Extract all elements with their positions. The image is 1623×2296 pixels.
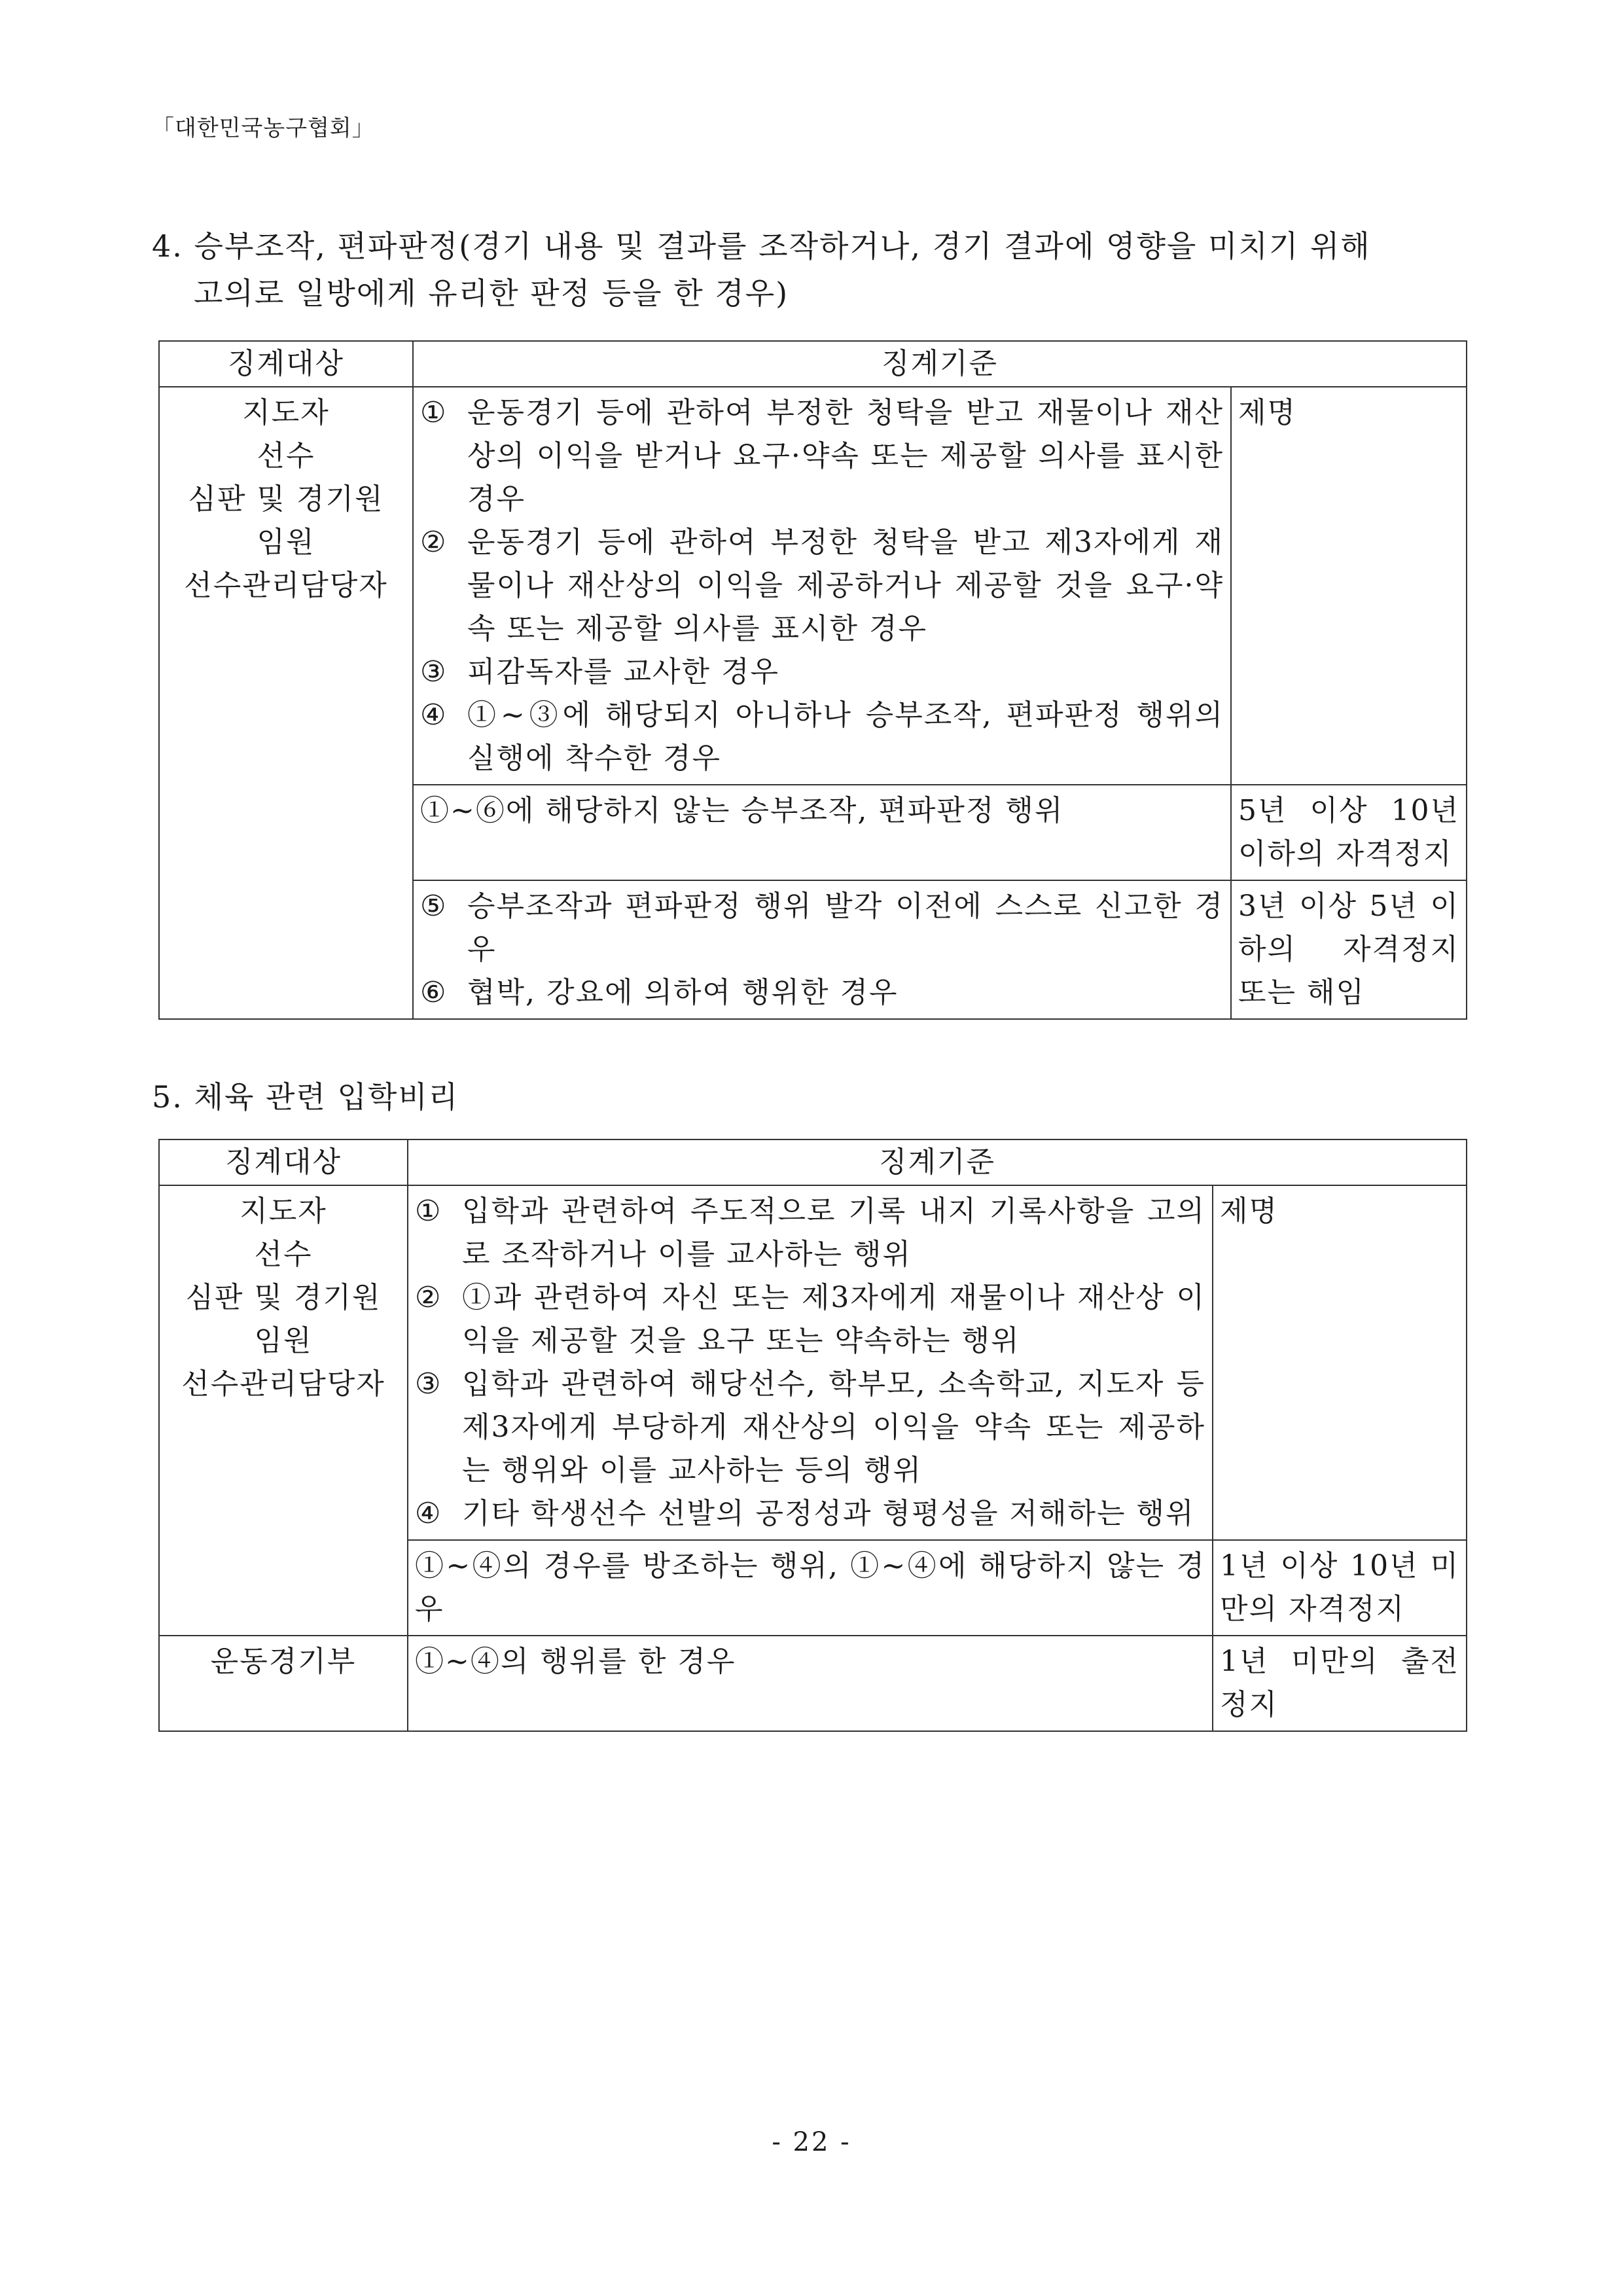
section-5-title: 5. 체육 관련 입학비리	[152, 1079, 459, 1115]
target-cell	[159, 387, 413, 1019]
criteria-cell: ①~④의 행위를 한 경우	[408, 1636, 1213, 1731]
target-item: 선수관리담당자	[181, 1367, 385, 1401]
item-text: 운동경기 등에 관하여 부정한 청탁을 받고 재물이나 재산상의 이익을 받거나 요구·약속 또는 제공할 의사를 표시한 경우	[467, 396, 1224, 516]
target-item: 임원	[257, 526, 315, 559]
criteria-cell: ①~⑥에 해당하지 않는 승부조작, 편파판정 행위	[413, 785, 1231, 880]
item-text: 협박, 강요에 의하여 행위한 경우	[467, 976, 899, 1009]
criteria-item	[420, 521, 1224, 651]
item-marker: ⑥	[420, 976, 448, 1009]
item-text: 입학과 관련하여 주도적으로 기록 내지 기록사항을 고의로 조작하거나 이를 교사하는 행위	[462, 1194, 1205, 1271]
target-item: 선수관리담당자	[184, 569, 388, 602]
col-header-target: 징계대상	[159, 1139, 408, 1185]
criteria-item	[420, 651, 1224, 694]
penalty-cell: 1년 이상 10년 미만의 자격정지	[1213, 1540, 1467, 1636]
item-marker: ⑤	[420, 889, 448, 923]
penalty-cell: 3년 이상 5년 이하의 자격정지 또는 해임	[1231, 880, 1467, 1019]
criteria-cell: ①~④의 경우를 방조하는 행위, ①~④에 해당하지 않는 경우	[408, 1540, 1213, 1636]
criteria-list	[415, 1190, 1205, 1535]
criteria-item	[420, 971, 1224, 1014]
item-marker: ②	[420, 526, 448, 559]
target-item: 지도자	[242, 396, 330, 429]
col-header-criteria: 징계기준	[408, 1139, 1467, 1185]
criteria-item	[420, 694, 1224, 780]
item-marker: ③	[420, 655, 448, 689]
section-4-title-line2: 고의로 일방에게 유리한 판정 등을 한 경우)	[194, 276, 789, 311]
criteria-cell	[408, 1185, 1213, 1540]
target-item: 선수	[254, 1238, 313, 1271]
target-cell	[159, 1185, 408, 1636]
item-marker: ④	[415, 1497, 442, 1530]
penalty-cell: 1년 미만의 출전정지	[1213, 1636, 1467, 1731]
item-marker: ④	[420, 698, 448, 732]
col-header-criteria: 징계기준	[413, 341, 1467, 387]
document-header: 「대한민국농구협회」	[152, 115, 375, 141]
criteria-cell	[413, 387, 1231, 785]
item-marker: ①	[415, 1194, 442, 1228]
section-4-table	[158, 340, 1467, 1020]
criteria-item	[415, 1363, 1205, 1492]
item-marker: ②	[415, 1281, 442, 1314]
criteria-item	[420, 391, 1224, 521]
col-header-target: 징계대상	[159, 341, 413, 387]
target-item: 임원	[254, 1324, 313, 1357]
item-text: 승부조작과 편파판정 행위 발각 이전에 스스로 신고한 경우	[467, 889, 1224, 966]
penalty-cell: 5년 이상 10년 이하의 자격정지	[1231, 785, 1467, 880]
penalty-cell: 제명	[1213, 1185, 1467, 1540]
item-text: 기타 학생선수 선발의 공정성과 형평성을 저해하는 행위	[462, 1497, 1195, 1530]
criteria-cell	[413, 880, 1231, 1019]
table-row	[159, 387, 1467, 785]
item-text: ①~③에 해당되지 아니하나 승부조작, 편파판정 행위의 실행에 착수한 경우	[467, 698, 1224, 775]
item-text: 피감독자를 교사한 경우	[467, 655, 780, 689]
target-item: 지도자	[240, 1194, 327, 1228]
item-text: 입학과 관련하여 해당선수, 학부모, 소속학교, 지도자 등 제3자에게 부당하게 재산상의 이익을 약속 또는 제공하는 행위와 이를 교사하는 등의 행위	[462, 1367, 1205, 1487]
criteria-item	[420, 885, 1224, 971]
section-4-title	[152, 223, 1474, 317]
item-marker: ①	[420, 396, 448, 429]
table-header-row	[159, 1139, 1467, 1185]
table-row	[159, 1185, 1467, 1540]
section-4-title-line1: 4. 승부조작, 편파판정(경기 내용 및 결과를 조작하거나, 경기 결과에 영향을 미치기 위해	[152, 228, 1371, 264]
criteria-list	[420, 885, 1224, 1014]
table-header-row	[159, 341, 1467, 387]
section-5-table	[158, 1139, 1467, 1732]
target-item: 심판 및 경기원	[188, 482, 384, 516]
target-item: 선수	[257, 439, 315, 473]
page-number: - 22 -	[772, 2127, 851, 2157]
item-text: ①과 관련하여 자신 또는 제3자에게 재물이나 재산상 이익을 제공할 것을 요구 또는 약속하는 행위	[462, 1281, 1205, 1357]
criteria-list	[420, 391, 1224, 780]
penalty-cell: 제명	[1231, 387, 1467, 785]
target-item: 심판 및 경기원	[185, 1281, 382, 1314]
criteria-item	[415, 1492, 1205, 1535]
item-marker: ③	[415, 1367, 442, 1401]
target-cell: 운동경기부	[159, 1636, 408, 1731]
criteria-item	[415, 1190, 1205, 1276]
table-row	[159, 1636, 1467, 1731]
item-text: 운동경기 등에 관하여 부정한 청탁을 받고 제3자에게 재물이나 재산상의 이익을 제공하거나 제공할 것을 요구·약속 또는 제공할 의사를 표시한 경우	[467, 526, 1224, 645]
criteria-item	[415, 1276, 1205, 1363]
